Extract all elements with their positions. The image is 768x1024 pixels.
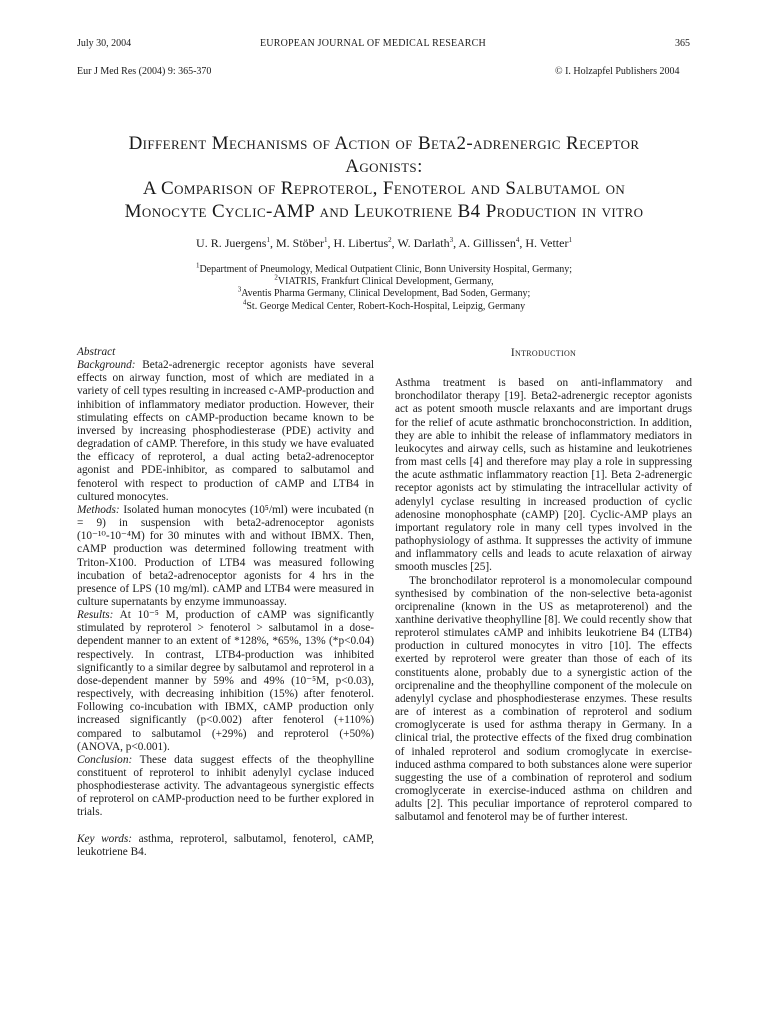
author-affiliation-mark: 1 [323, 236, 328, 244]
intro-paragraph: Asthma treatment is based on anti-inflammatory and bronchodilator therapy [19]. Beta2-adrenergic receptor agonists act as potent smooth muscle relaxants and are important drugs for the relief of acute asthmatic bronchoconstriction. In addition, they are able to inhibit the release of inflammatory mediators in leukocytes and airway cells, such as histamine and leukotrienes from mast cells [4] and therefore may play a role in suppressing the acute asthmatic inflammatory reaction [1]. Beta 2-adrenergic receptor agonists act by stimulating the intracellular activity of adenylyl cyclase resulting in increased production of cyclic adenosine monophosphate (cAMP) [20]. Cyclic-AMP plays an important regulatory role in many cell types involved in the pathophysiology of asthma. It suppresses the activity of immune and inflammatory cells and leads to acute relaxation of airway smooth muscles [25]. [395, 377, 692, 574]
author-affiliation-mark: 1 [568, 236, 572, 244]
author-affiliation-mark: 2 [388, 236, 392, 244]
author-name: U. R. Juergens [196, 236, 267, 250]
introduction-heading: Introduction [510, 347, 577, 359]
abstract-keywords: Key words: asthma, reproterol, salbutamol, fenoterol, cAMP, leukotriene B4. [77, 832, 375, 858]
paper-title [60, 133, 708, 223]
header-journal-name: EUROPEAN JOURNAL OF MEDICAL RESEARCH [260, 38, 486, 49]
title-line: Different Mechanisms of Action of Beta2-adrenergic Receptor [128, 133, 640, 154]
author-name: W. Darlath [397, 236, 450, 250]
author-affiliation-mark: 1 [266, 236, 270, 244]
author-affiliation-mark: 3 [449, 236, 454, 244]
author-name: A. Gillissen [458, 236, 516, 250]
abstract-column [77, 346, 374, 859]
affiliation: $^3$Aventis Pharma Germany, Clinical Development, Bad Soden, Germany; [237, 286, 531, 300]
abstract-methods: Methods: Isolated human monocytes (10⁵/ml) were incubated (n = 9) in suspension with beta2-adrenoceptor agonists (10⁻¹⁰-10⁻⁴M) for 30 minutes with and without IBMX. Then, cAMP production was determined following treatment with Triton-X100. Production of LTB4 was measured following incubation of beta2-adrenoceptor agonists for 4 hrs in the presence of LPS (10 mg/ml). cAMP and LTB4 were measured in culture supernatants by enzyme immunoassay. [77, 503, 374, 608]
introduction-column [395, 346, 692, 824]
header-copyright: © I. Holzapfel Publishers 2004 [555, 66, 680, 77]
abstract-background: Background: Beta2-adrenergic receptor agonists have several effects on airway function, most of which are mediated in a variety of cell types resulting in increased c-AMP-production and inhibition of inflammatory mediator production. However, their stimulating effects on cAMP-production became known to be inversed by increasing phosphodiesterase (PDE) activity and degradation of cAMP. Therefore, in this study we have evaluated the efficacy of reproterol, a dual acting beta2-adrenoceptor agonist and PDE-inhibitor, as compared to salbutamol and fenoterol with respect to production of cAMP and LTB4 in cultured monocytes. [77, 359, 374, 503]
affiliation: $^4$St. George Medical Center, Robert-Koch-Hospital, Leipzig, Germany [242, 298, 526, 312]
author-name: M. Stöber [275, 236, 324, 250]
title-line: Monocyte Cyclic-AMP and Leukotriene B4 Production in vitro [124, 200, 644, 222]
abstract-results: Results: At 10⁻⁵ M, production of cAMP was significantly stimulated by reproterol > fenoterol > salbutamol in a dose-dependent manner to an extent of *128%, *65%, 13% (*p<0.04) respectively. In contrast, LTB4-production was inhibited significantly to a similar degree by salbutamol and reproterol in a dose-dependent manner by 59% and 49% (10⁻⁵M, p<0.03), respectively, with decreasing inhibition (15%) after fenoterol. Following co-incubation with IBMX, cAMP production only increased significantly (p<0.002) after fenoterol (+110%) compared to salbutamol (+29%) and reproterol (+50%) (ANOVA, p<0.001). [77, 609, 374, 753]
author-affiliation-mark: 4 [515, 236, 520, 244]
header-citation: Eur J Med Res (2004) 9: 365-370 [77, 66, 212, 77]
abstract-conclusion: Conclusion: These data suggest effects of the theophylline constituent of reproterol to inhibit adenylyl cyclase induced phosphodiesterase activity. The advantageous synergistic effects of reproterol on cAMP-production need to be further explored in trials. [77, 753, 374, 819]
header-page-number: 365 [675, 38, 690, 49]
author-name: H. Libertus [333, 236, 389, 250]
author-name: H. Vetter [525, 236, 569, 250]
title-line: Agonists: [345, 155, 423, 177]
author-list: U. R. Juergens$^1$, M. Stöber$^1$, H. Libertus$^2$, W. Darlath$^3$, A. Gillissen$^4$, H. Vetter$^1$ [196, 236, 572, 250]
affiliation: $^1$Department of Pneumology, Medical Outpatient Clinic, Bonn University Hospital, Germany; [195, 261, 573, 275]
affiliation: $^2$VIATRIS, Frankfurt Clinical Development, Germany, [274, 273, 494, 288]
affiliation-list [60, 261, 708, 313]
title-line: A Comparison of Reproterol, Fenoterol and Salbutamol on [142, 178, 626, 199]
header-date: July 30, 2004 [77, 38, 132, 49]
intro-paragraph: The bronchodilator reproterol is a monomolecular compound synthesised by combination of the non-selective beta-agonist orciprenaline (known in the US as metaproterenol) and the xanthine derivative theophylline [8]. We could recently show that reproterol stimulates cAMP and inhibits leukotriene B4 (LTB4) production in cultured monocytes in vitro [10]. The effects exerted by reproterol were greater than those of each of its constituents alone, probably due to a synergistic action of the orciprenaline and the theophylline component of the molecule on adenylyl cyclase and phosphodiesterase enzymes. These results are of interest as a combination of reproterol and sodium cromoglycerate is used for asthma therapy in Germany. In a clinical trial, the protective effects of the fixed drug combination of inhaled reproterol and sodium cromoglycate in exercise-induced asthma compared to both substances alone were superior suggesting the use of a combination of reproterol and sodium cromoglycerate in exercise-induced asthma on children and adults [2]. This peculiar importance of reproterol compared to salbutamol and fenoterol may be of further interest. [395, 574, 692, 824]
abstract-heading: Abstract [77, 346, 116, 358]
